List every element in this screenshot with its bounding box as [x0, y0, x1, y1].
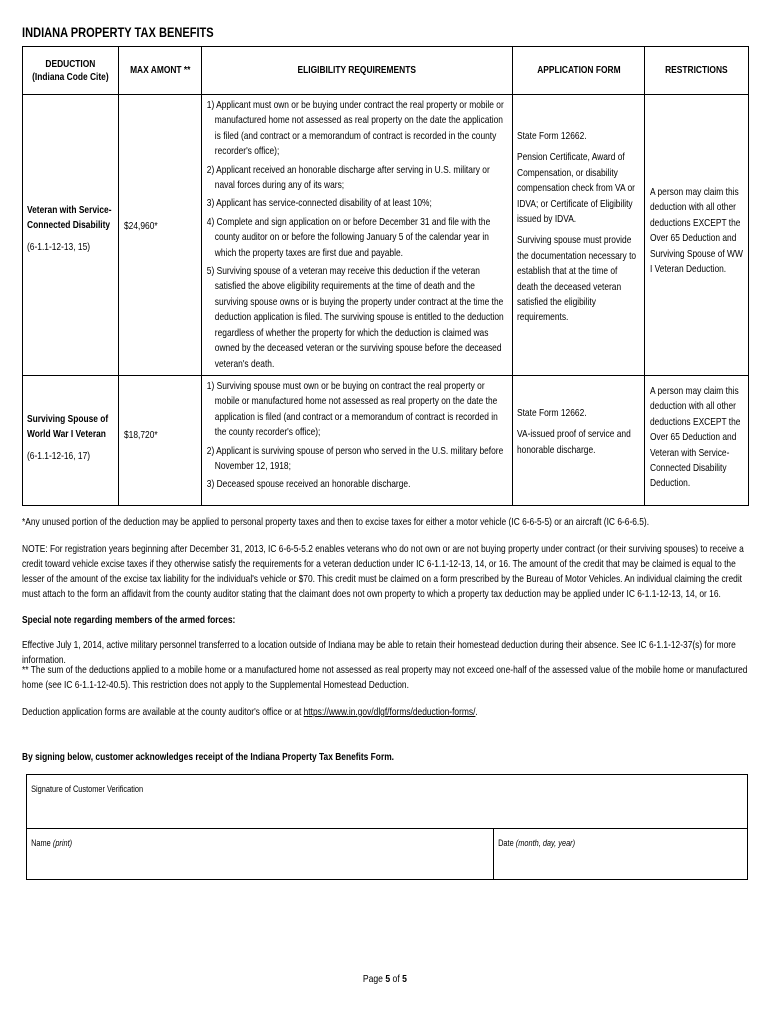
name-label [27, 829, 409, 849]
requirement-item: 5) Surviving spouse of a veteran may receive this deduction if the veteran satisfied the above eligibility requirements at the time of death and the surviving spouse owns or is buying the property under contract at the time the deduction application is filed. The surviving spouse is entitled to the deduction regardless of whether the property for which the deduction is claimed was owned by the deceased veteran or the surviving spouse before the deceased veteran's death. [206, 265, 504, 370]
application-form-item: State Form 12662. [517, 406, 587, 419]
header-max-amount: MAX AMONT ** [119, 47, 202, 95]
deduction-name: Veteran with Service-Connected Disability [27, 204, 112, 232]
requirement-item: 3) Applicant has service-connected disability of at least 10%; [206, 197, 432, 210]
restrictions-text: A person may claim this deduction with all other deductions EXCEPT the Over 65 Deduction and Veteran with Service-Connected Disability Deduction. [650, 384, 741, 490]
date-label [494, 829, 701, 849]
date-hint: (month, day, year) [515, 838, 576, 848]
deduction-cite: (6-1.1-12-16, 17) [27, 449, 91, 462]
forms-availability-end: . [475, 706, 478, 718]
header-restrictions: RESTRICTIONS [645, 47, 749, 95]
eligibility-cell [202, 375, 513, 505]
unused-portion-text: *Any unused portion of the deduction may be applied to personal property taxes and then to excise taxes for either a motor vehicle (IC 6-6-5-5) or an aircraft (IC 6-6-6.5). [22, 516, 650, 528]
deduction-cite: (6-1.1-12-13, 15) [27, 240, 91, 253]
table-header-row [23, 47, 749, 95]
benefits-table [22, 46, 749, 506]
requirement-item: 3) Deceased spouse received an honorable discharge. [206, 478, 411, 491]
requirement-item: 4) Complete and sign application on or before December 31 and file with the county auditor on or before the following January 5 of the calendar year in which the property taxes are first due and payable. [206, 215, 491, 259]
deduction-name: Surviving Spouse of World War I Veteran [27, 412, 109, 441]
forms-availability-note [22, 705, 758, 720]
page-number [363, 973, 407, 985]
eligibility-cell [202, 95, 513, 376]
acknowledgement [22, 750, 758, 765]
max-amount-cell [119, 95, 202, 376]
max-amount: $24,960* [124, 220, 158, 232]
header-eligibility: ELIGIBILITY REQUIREMENTS [202, 47, 513, 95]
header-deduction-sub: (Indiana Code Cite) [32, 70, 109, 83]
special-note-text: Effective July 1, 2014, active military personnel transferred to a location outside of Indiana may be able to retain their homestead deduction during their absence. See IC 6-1.1-12-37(s) for more information. [22, 639, 736, 666]
date-label-text: Date [498, 838, 514, 848]
name-field[interactable] [27, 829, 494, 879]
signature-field[interactable] [27, 775, 747, 829]
signature-label: Signature of Customer Verification [31, 784, 144, 794]
table-row [23, 375, 749, 505]
page-total: 5 [402, 973, 408, 985]
forms-availability-text: Deduction application forms are available at the county auditor's office or at [22, 706, 304, 718]
unused-portion-note [22, 515, 758, 530]
application-form-cell [513, 95, 645, 376]
vehicle-credit-text: NOTE: For registration years beginning after December 31, 2013, IC 6-6-5-5.2 enables veterans who do not own or are not buying property under contract (or their surviving spouses) to receive a credit toward vehicle excise taxes if they otherwise satisfy the requirements for a veteran deduction under IC 6-1.1-12-13, 14, or 16. The amount of the credit that may be claimed is equal to the lesser of the amount of the excise tax liability for the individual's vehicle or $70. This credit must be claimed on a form prescribed by the Bureau of Motor Vehicles. An individual claiming the credit must attach to the form an affidavit from the county auditor stating that the claimant does not own property to which a property tax deduction may be applied under IC 6-1.1-12-13, 14, or 16. [22, 543, 744, 600]
requirement-item: 1) Applicant must own or be buying under contract the real property or mobile or manufactured home not assessed as real property on the date the application is filed (and contract or a memorandum of contract is recorded in the county recorder's office); [206, 99, 504, 158]
page-of: of [390, 973, 403, 985]
mobile-home-note-text: ** The sum of the deductions applied to a mobile home or a manufactured home not assessed as real property may not exceed one-half of the assessed value of the mobile home or manufactured home (see IC 6-1.1-12-40.5). This restriction does not apply to the Supplemental Homestead Deduction. [22, 664, 748, 691]
requirement-item: 2) Applicant received an honorable discharge after serving in U.S. military or naval forces during any of its wars; [206, 163, 490, 192]
max-amount-cell [119, 375, 202, 505]
deduction-forms-link[interactable]: https://www.in.gov/dlgf/forms/deduction-forms/ [303, 706, 476, 718]
requirement-item: 2) Applicant is surviving spouse of person who served in the U.S. military before November 12, 1918; [206, 444, 504, 472]
page-prefix: Page [362, 973, 386, 985]
acknowledgement-text: By signing below, customer acknowledges receipt of the Indiana Property Tax Benefits Form. [22, 751, 395, 763]
application-form-item: Pension Certificate, Award of Compensation, or disability compensation check from VA or IDVA; or Certificate of Eligibility issued by IDVA. [517, 151, 635, 226]
application-form-item: State Form 12662. [517, 130, 587, 142]
mobile-home-note [22, 663, 758, 693]
requirement-item: 1) Surviving spouse must own or be buying on contract the real property or mobile or manufactured home not assessed as real property on the date the application is filed (and contract or a memorandum of contract is recorded in the county recorder's office); [206, 379, 498, 439]
special-note-heading [22, 613, 758, 628]
date-field[interactable] [494, 829, 747, 879]
deduction-cell [23, 375, 119, 505]
vehicle-credit-note [22, 542, 758, 602]
table-row [23, 95, 749, 376]
header-deduction-label: DEDUCTION [45, 57, 96, 70]
name-hint: (print) [52, 838, 73, 848]
page-footer [0, 973, 770, 985]
restrictions-cell [645, 375, 749, 505]
application-form-item: Surviving spouse must provide the documentation necessary to establish that at the time of death the deceased veteran satisfied the eligibility requirements. [517, 234, 637, 324]
application-form-item: VA-issued proof of service and honorable discharge. [517, 428, 631, 456]
signature-box [26, 774, 748, 880]
page-title: INDIANA PROPERTY TAX BENEFITS [22, 25, 214, 40]
page-current: 5 [385, 973, 391, 985]
application-form-cell [513, 375, 645, 505]
restrictions-cell [645, 95, 749, 376]
name-label-text: Name [31, 838, 51, 848]
restrictions-text: A person may claim this deduction with all other deductions EXCEPT the Over 65 Deduction and Surviving Spouse of WW I Veteran Deduction. [650, 186, 743, 276]
header-application-form: APPLICATION FORM [513, 47, 645, 95]
header-deduction [23, 47, 119, 95]
max-amount: $18,720* [124, 428, 158, 441]
deduction-cell [23, 95, 119, 376]
special-note-heading-text: Special note regarding members of the armed forces: [22, 614, 236, 626]
